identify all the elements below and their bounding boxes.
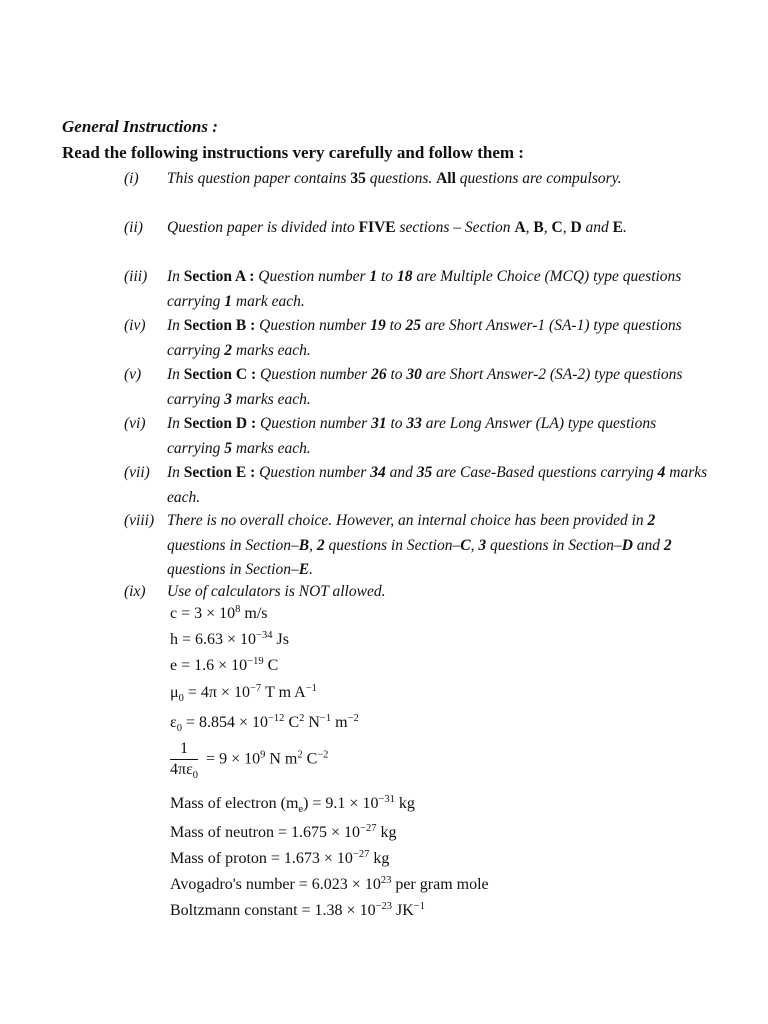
item-number: (vi) xyxy=(124,415,146,432)
constant-speed-of-light: $c = 3 \times 10^8$ m/s xyxy=(170,604,268,622)
constant-neutron-mass: Mass of neutron = $1.675 \times 10^{-27}$ kg xyxy=(170,823,397,841)
constant-electron-mass: Mass of electron $(m_e) = 9.1 \times 10^{-31}$ kg xyxy=(170,794,415,815)
item-number: (viii) xyxy=(124,512,155,529)
item-number: (i) xyxy=(124,170,139,187)
instruction-item-8 xyxy=(124,509,708,583)
constant-proton-mass: Mass of proton = $1.673 \times 10^{-27}$ kg xyxy=(170,849,390,867)
instruction-item-5 xyxy=(124,363,708,412)
item-text: In Section C : Question number 26 to 30 are Short Answer-2 (SA-2) type questions carrying 3 marks each. xyxy=(167,366,683,408)
item-text: In Section E : Question number 34 and 35 are Case-Based questions carrying 4 marks each. xyxy=(167,464,708,506)
constant-electron-charge: $e = 1.6 \times 10^{-19}$ C xyxy=(170,656,279,674)
constant-planck: $h = 6.63 \times 10^{-34}$ Js xyxy=(170,630,289,648)
instruction-item-3 xyxy=(124,265,708,314)
item-number: (vii) xyxy=(124,464,150,481)
item-text: Question paper is divided into FIVE sections – Section A, B, C, D and E. xyxy=(167,219,627,236)
instruction-item-1 xyxy=(124,167,708,192)
constant-permittivity: $\varepsilon_0 = 8.854 \times 10^{-12}$ $C^2$ $N^{-1}$ $m^{-2}$ xyxy=(170,713,359,734)
instruction-item-9 xyxy=(124,580,708,605)
item-number: (ix) xyxy=(124,583,146,600)
item-number: (v) xyxy=(124,366,142,383)
instruction-item-6 xyxy=(124,412,708,461)
item-text: This question paper contains 35 questions. All questions are compulsory. xyxy=(167,170,622,187)
item-text: In Section B : Question number 19 to 25 are Short Answer-1 (SA-1) type questions carrying 2 marks each. xyxy=(167,317,682,359)
item-text: In Section D : Question number 31 to 33 are Long Answer (LA) type questions carrying 5 marks each. xyxy=(167,415,657,457)
constant-boltzmann: Boltzmann constant = $1.38 \times 10^{-23}$ $JK^{-1}$ xyxy=(170,901,425,919)
coulomb-fraction: $\frac{1}{4\pi\varepsilon_0}$ xyxy=(170,740,199,781)
instruction-item-7 xyxy=(124,461,708,510)
item-text: In Section A : Question number 1 to 18 are Multiple Choice (MCQ) type questions carrying 1 mark each. xyxy=(167,268,682,310)
constant-avogadro: Avogadro's number = $6.023 \times 10^{23}$ per gram mole xyxy=(170,875,489,893)
instruction-item-4 xyxy=(124,314,708,363)
constant-coulomb: $\frac{1}{4\pi\varepsilon_0}$ = $9 \times 10^9$ N $m^2$ $C^{-2}$ xyxy=(170,740,329,781)
constant-permeability: $\mu_0 = 4\pi \times 10^{-7}$ T m $A^{-1}$ xyxy=(170,683,317,704)
item-number: (iii) xyxy=(124,268,148,285)
general-instructions-heading: General Instructions : xyxy=(62,117,218,136)
item-number: (ii) xyxy=(124,219,143,236)
item-number: (iv) xyxy=(124,317,146,334)
instruction-item-2 xyxy=(124,216,708,241)
item-text: Use of calculators is NOT allowed. xyxy=(167,583,386,600)
item-text: There is no overall choice. However, an internal choice has been provided in 2 questions in Section–B, 2 questions in Section–C, 3 questions in Section–D and 2 questions in Section–E. xyxy=(167,512,672,578)
instructions-subheading: Read the following instructions very carefully and follow them : xyxy=(62,143,524,162)
